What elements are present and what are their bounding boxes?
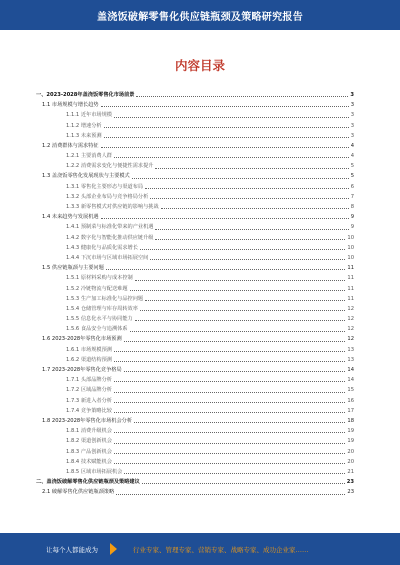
toc-entry-title: 1.4.3 健康化与品质化需求增长	[66, 244, 138, 251]
toc-entry-title: 1.3.3 新零售模式对供应链的影响与挑战	[66, 204, 159, 211]
toc-entry[interactable]	[36, 363, 354, 373]
toc-entry-page: 3	[350, 132, 354, 139]
toc-entry[interactable]	[36, 455, 354, 465]
toc-entry-title: 1.8.1 消费升级机会	[66, 428, 112, 435]
toc-entry-page: 7	[350, 193, 354, 200]
toc-entry-page: 4	[350, 153, 354, 160]
toc-leader-dots	[140, 248, 345, 250]
toc-leader-dots	[114, 360, 345, 362]
toc-leader-dots	[132, 177, 349, 179]
toc-entry[interactable]	[36, 231, 354, 241]
toc-leader-dots	[136, 95, 348, 97]
toc-entry[interactable]	[36, 322, 354, 332]
toc-leader-dots	[124, 340, 346, 342]
toc-entry[interactable]	[36, 394, 354, 404]
toc-entry-page: 3	[350, 102, 354, 109]
toc-leader-dots	[114, 462, 345, 464]
toc-entry-page: 23	[346, 479, 354, 486]
toc-entry-page: 19	[347, 428, 354, 435]
toc-leader-dots	[114, 401, 345, 403]
toc-entry-page: 10	[347, 244, 354, 251]
toc-entry-title: 1.5.1 原材料采购与成本控制	[66, 275, 133, 282]
toc-entry[interactable]	[36, 333, 354, 343]
toc-entry-title: 1.5.4 仓储管理与库存周转效率	[66, 305, 138, 312]
toc-entry-page: 6	[350, 183, 354, 190]
toc-entry-title: 1.4.1 预制菜与标准化带来的产业机遇	[66, 224, 154, 231]
toc-entry[interactable]	[36, 98, 354, 108]
toc-entry-page: 21	[347, 468, 354, 475]
toc-leader-dots	[150, 197, 348, 199]
toc-leader-dots	[114, 411, 345, 413]
toc-entry-title: 1.8 2023-2028年零售化市场机会分析	[42, 417, 133, 424]
toc-leader-dots	[101, 217, 349, 219]
toc-entry-page: 12	[347, 305, 354, 312]
toc-entry-title: 1.8.3 产品创新机会	[66, 448, 112, 455]
toc-entry-title: 1.3 盖浇饭零售化发展现状与主要模式	[42, 173, 130, 180]
toc-entry-title: 1.2.2 消费需求变化与便捷性需求提升	[66, 163, 154, 170]
toc-entry[interactable]	[36, 485, 354, 495]
toc-entry-page: 14	[347, 377, 354, 384]
toc-entry-page: 5	[350, 173, 354, 180]
toc-leader-dots	[114, 116, 349, 118]
toc-entry-page: 3	[350, 112, 354, 119]
toc-leader-dots	[114, 391, 345, 393]
toc-entry[interactable]	[36, 383, 354, 393]
toc-entry-page: 12	[347, 316, 354, 323]
toc-entry-title: 1.3.1 零售化主要形态与渠道布局	[66, 183, 144, 190]
toc-leader-dots	[114, 442, 345, 444]
toc-entry-page: 13	[347, 356, 354, 363]
toc-entry[interactable]	[36, 312, 354, 322]
report-header-bar	[0, 0, 400, 30]
toc-entry-page: 12	[347, 326, 354, 333]
toc-leader-dots	[114, 350, 345, 352]
toc-entry-title: 一、2023-2028年盖浇饭零售化市场前景	[36, 91, 135, 98]
toc-entry-page: 11	[347, 265, 354, 272]
toc-entry[interactable]	[36, 159, 354, 169]
toc-leader-dots	[155, 228, 348, 230]
toc-entry[interactable]	[36, 414, 354, 424]
toc-entry-page: 20	[347, 458, 354, 465]
toc-leader-dots	[142, 482, 345, 484]
toc-entry[interactable]	[36, 292, 354, 302]
toc-leader-dots	[145, 299, 345, 301]
toc-entry-page: 3	[350, 122, 354, 129]
toc-entry-page: 5	[350, 163, 354, 170]
toc-entry[interactable]	[36, 261, 354, 271]
toc-leader-dots	[101, 105, 349, 107]
toc-entry[interactable]	[36, 434, 354, 444]
toc-entry[interactable]	[36, 282, 354, 292]
toc-entry-title: 1.7 2023-2028年零售化竞争格局	[42, 367, 122, 374]
toc-entry-title: 1.8.2 渠道创新机会	[66, 438, 112, 445]
toc-entry[interactable]	[36, 445, 354, 455]
toc-entry-page: 9	[350, 224, 354, 231]
toc-leader-dots	[114, 452, 345, 454]
toc-entry[interactable]	[36, 251, 354, 261]
toc-entry-page: 16	[347, 397, 354, 404]
toc-leader-dots	[145, 187, 349, 189]
toc-leader-dots	[124, 370, 346, 372]
toc-leader-dots	[134, 421, 345, 423]
toc-leader-dots	[104, 136, 349, 138]
toc-entry-title: 1.8.5 区域市场拓展机会	[66, 468, 123, 475]
toc-entry[interactable]	[36, 210, 354, 220]
toc-entry-title: 1.7.4 竞争策略比较	[66, 407, 112, 414]
footer-roles: 行业专家、管理专家、营销专家、战略专家、成功企业家……	[133, 545, 309, 554]
toc-leader-dots	[101, 146, 349, 148]
toc-entry-page: 15	[347, 387, 354, 394]
toc-entry[interactable]	[36, 271, 354, 281]
toc-leader-dots	[104, 126, 349, 128]
toc-leader-dots	[114, 431, 345, 433]
toc-entry[interactable]	[36, 149, 354, 159]
toc-entry[interactable]	[36, 302, 354, 312]
toc-entry-title: 1.1.3 未来预测	[66, 132, 102, 139]
toc-leader-dots	[106, 268, 346, 270]
toc-entry[interactable]	[36, 465, 354, 475]
toc-entry-page: 9	[350, 214, 354, 221]
toc-entry[interactable]	[36, 241, 354, 251]
toc-entry-page: 11	[347, 285, 354, 292]
toc-leader-dots	[135, 319, 346, 321]
footer-bar	[0, 533, 400, 565]
toc-leader-dots	[114, 380, 345, 382]
toc-entry-title: 1.4.4 下沉市场与区域市场拓展空间	[66, 254, 149, 261]
toc-leader-dots	[114, 156, 349, 158]
toc-leader-dots	[150, 258, 345, 260]
toc-entry-page: 20	[347, 448, 354, 455]
toc-entry-page: 3	[350, 91, 354, 98]
toc-entry-page: 18	[347, 417, 354, 424]
page-title: 内容目录	[174, 58, 225, 73]
toc-entry-title: 1.8.4 技术赋能机会	[66, 458, 112, 465]
toc-entry-page: 11	[347, 275, 354, 282]
toc-entry-title: 1.6.1 市场规模预测	[66, 346, 112, 353]
toc-leader-dots	[140, 309, 345, 311]
toc-entry[interactable]	[36, 108, 354, 118]
toc-entry-page: 19	[347, 438, 354, 445]
toc-entry-title: 1.2 消费群体与需求特征	[42, 142, 99, 149]
toc-entry[interactable]	[36, 200, 354, 210]
toc-entry-title: 1.6 2023-2028年零售化市场预测	[42, 336, 122, 343]
arrow-right-icon	[110, 543, 117, 555]
toc-entry[interactable]	[36, 170, 354, 180]
toc-entry[interactable]	[36, 373, 354, 383]
toc-entry-page: 8	[350, 204, 354, 211]
table-of-contents	[36, 88, 354, 496]
toc-entry[interactable]	[36, 475, 354, 485]
toc-entry-page: 10	[347, 234, 354, 241]
toc-leader-dots	[155, 238, 345, 240]
toc-leader-dots	[124, 472, 345, 474]
toc-leader-dots	[155, 167, 348, 169]
toc-entry-title: 1.5 供应链瓶颈与主要问题	[42, 265, 104, 272]
toc-entry[interactable]	[36, 190, 354, 200]
toc-leader-dots	[161, 207, 349, 209]
toc-leader-dots	[130, 289, 346, 291]
toc-entry-title: 1.7.1 头部品牌分析	[66, 377, 112, 384]
toc-entry-title: 1.2.1 主要消费人群	[66, 153, 112, 160]
toc-entry-title: 1.5.3 生产加工标准化与品控问题	[66, 295, 144, 302]
toc-entry-title: 1.1 市场规模与增长趋势	[42, 102, 99, 109]
toc-entry[interactable]	[36, 129, 354, 139]
toc-entry-title: 1.3.2 头部企业布局与竞争格局分析	[66, 193, 149, 200]
report-title: 盖浇饭破解零售化供应链瓶颈及策略研究报告	[97, 11, 303, 23]
toc-entry-title: 1.7.2 区域品牌分析	[66, 387, 112, 394]
toc-entry-page: 10	[347, 254, 354, 261]
toc-leader-dots	[130, 330, 346, 332]
toc-leader-dots	[135, 279, 346, 281]
toc-entry-title: 1.5.6 食品安全与追溯体系	[66, 326, 128, 333]
toc-entry-title: 1.5.5 信息化水平与协同能力	[66, 316, 133, 323]
toc-entry-page: 12	[347, 336, 354, 343]
toc-entry[interactable]	[36, 404, 354, 414]
toc-entry-title: 1.4 未来趋势与发展机遇	[42, 214, 99, 221]
toc-entry[interactable]	[36, 119, 354, 129]
toc-entry-page: 4	[350, 142, 354, 149]
toc-entry-page: 17	[347, 407, 354, 414]
toc-entry[interactable]	[36, 139, 354, 149]
toc-entry[interactable]	[36, 353, 354, 363]
toc-entry-page: 13	[347, 346, 354, 353]
toc-entry[interactable]	[36, 424, 354, 434]
footer-slogan: 让每个人都能成为	[46, 545, 98, 554]
toc-entry-title: 1.6.2 渠道结构预测	[66, 356, 112, 363]
toc-entry[interactable]	[36, 220, 354, 230]
toc-leader-dots	[116, 493, 345, 495]
toc-entry-page: 23	[347, 489, 354, 496]
toc-entry-title: 1.1.1 近年市场规模	[66, 112, 112, 119]
toc-entry-title: 1.7.3 新进入者分析	[66, 397, 112, 404]
toc-entry-title: 2.1 破解零售化供应链瓶颈策略	[42, 489, 115, 496]
toc-entry-title: 二、盖浇饭破解零售化供应链瓶颈及策略建议	[36, 479, 140, 486]
toc-entry-page: 14	[347, 367, 354, 374]
toc-entry[interactable]	[36, 88, 354, 98]
toc-entry[interactable]	[36, 343, 354, 353]
toc-entry-title: 1.4.2 数字化与智能化推动供应链升级	[66, 234, 154, 241]
toc-entry[interactable]	[36, 180, 354, 190]
toc-entry-title: 1.1.2 增速分析	[66, 122, 102, 129]
toc-entry-page: 11	[347, 295, 354, 302]
toc-entry-title: 1.5.2 冷链物流与配送难题	[66, 285, 128, 292]
